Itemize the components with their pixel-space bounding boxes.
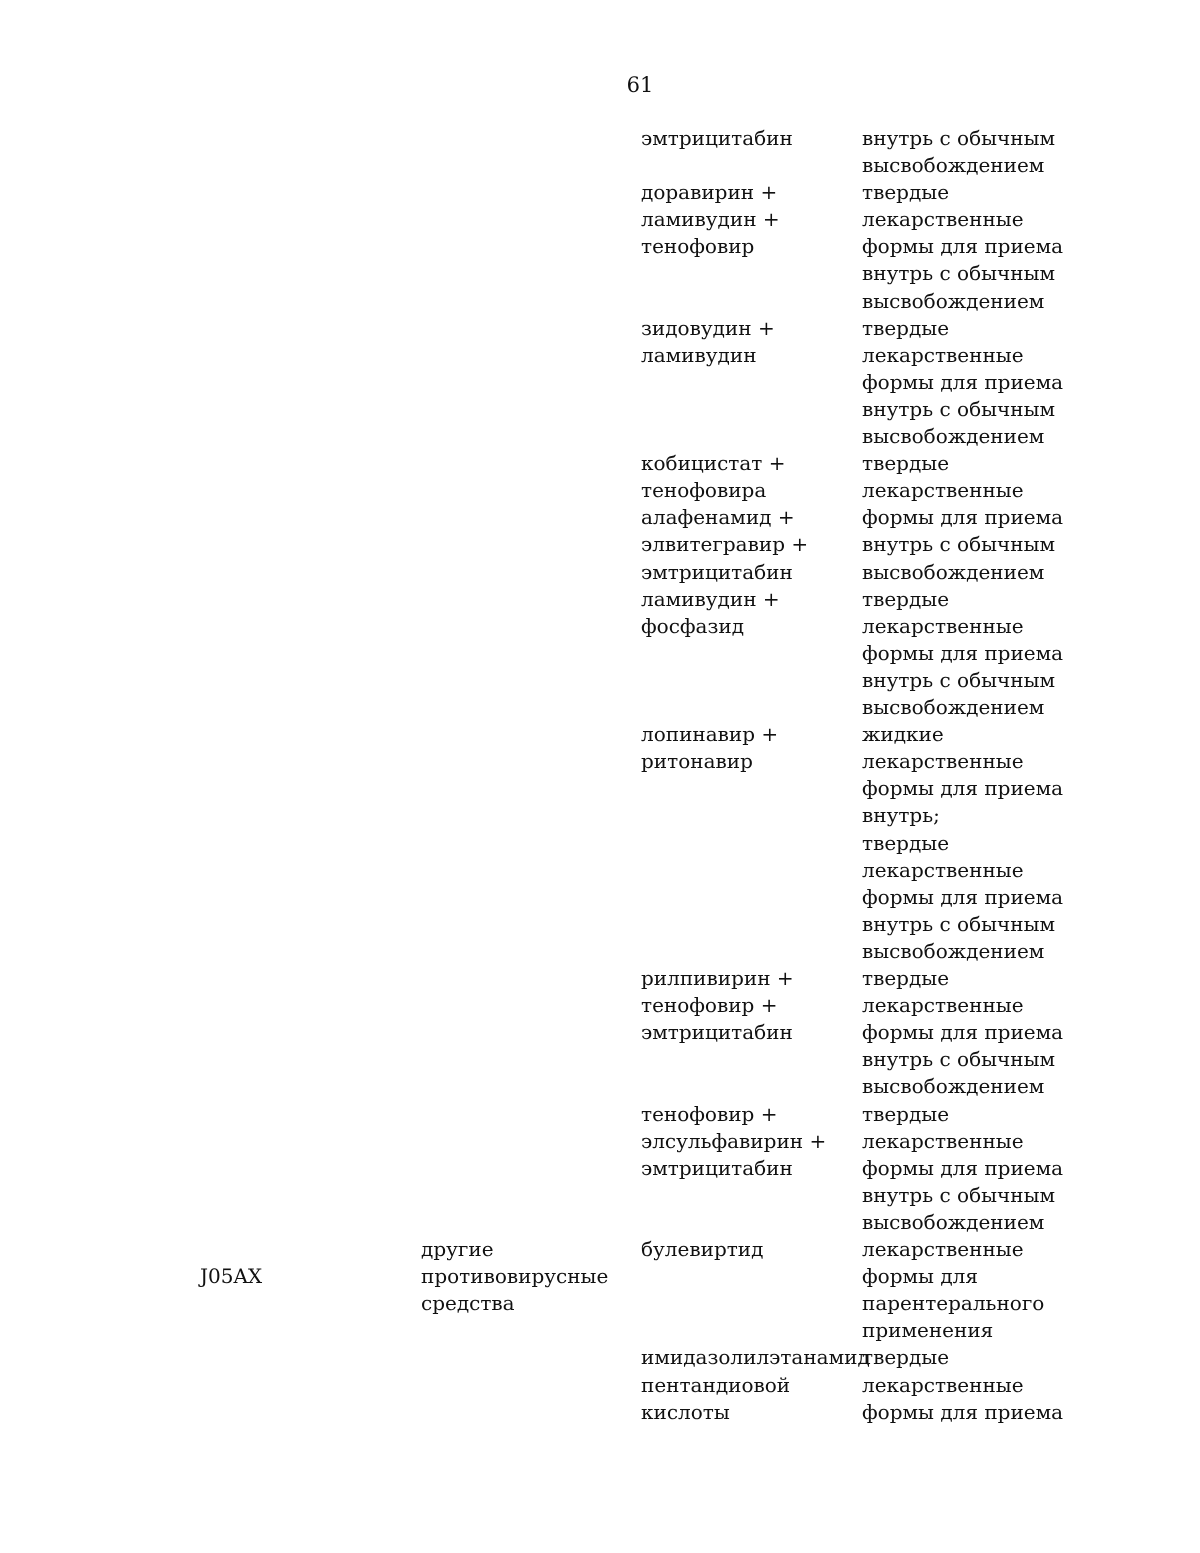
dosage-form: твердые лекарственные формы для приема внутрь с обычным высвобождением: [862, 586, 1064, 720]
dosage-form: твердые лекарственные формы для приема внутрь с обычным высвобождением: [862, 451, 1064, 584]
table-row: [0, 965, 1200, 1101]
drug-name: доравирин + ламивудин + тенофовир: [641, 180, 780, 259]
dosage-form: твердые лекарственные формы для приема внутрь с обычным высвобождением: [862, 1101, 1064, 1234]
drug-name: имидазолилэтанамид пентандиовой кислоты: [641, 1345, 870, 1424]
table-row: [0, 1101, 1200, 1237]
table-row: [0, 721, 1200, 965]
drug-name: кобицистат + тенофовира алафенамид + элвитегравир + эмтрицитабин: [641, 451, 809, 584]
table-row: [0, 125, 1200, 179]
table-row: [0, 450, 1200, 586]
drug-name: ламивудин + фосфазид: [641, 586, 780, 638]
pharmacological-group: другие противовирусные средства: [421, 1237, 609, 1316]
table-row: [0, 1344, 1200, 1425]
table-row: [0, 315, 1200, 451]
drug-name: зидовудин + ламивудин: [641, 315, 775, 367]
drug-name: лопинавир + ритонавир: [641, 722, 779, 774]
drug-table: [0, 125, 1200, 1426]
dosage-form: твердые лекарственные формы для приема внутрь с обычным высвобождением: [862, 966, 1064, 1099]
drug-name: булевиртид: [641, 1237, 764, 1262]
dosage-form: лекарственные формы для парентерального применения: [862, 1237, 1045, 1343]
table-row: [0, 179, 1200, 315]
dosage-form: твердые лекарственные формы для приема: [862, 1345, 1064, 1424]
atc-code: J05AX: [200, 1264, 263, 1289]
drug-name: эмтрицитабин: [641, 126, 793, 150]
drug-name: рилпивирин + тенофовир + эмтрицитабин: [641, 966, 794, 1045]
dosage-form: жидкие лекарственные формы для приема внутрь; твердые лекарственные формы для приема внутрь с обычным высвобождением: [862, 722, 1064, 963]
page-number: 61: [626, 73, 654, 97]
drug-name: тенофовир + элсульфавирин + эмтрицитабин: [641, 1101, 827, 1180]
dosage-form: внутрь с обычным высвобождением: [862, 126, 1056, 178]
table-row: [0, 1236, 1200, 1344]
dosage-form: твердые лекарственные формы для приема внутрь с обычным высвобождением: [862, 180, 1064, 313]
table-row: [0, 586, 1200, 722]
dosage-form: твердые лекарственные формы для приема внутрь с обычным высвобождением: [862, 315, 1064, 449]
